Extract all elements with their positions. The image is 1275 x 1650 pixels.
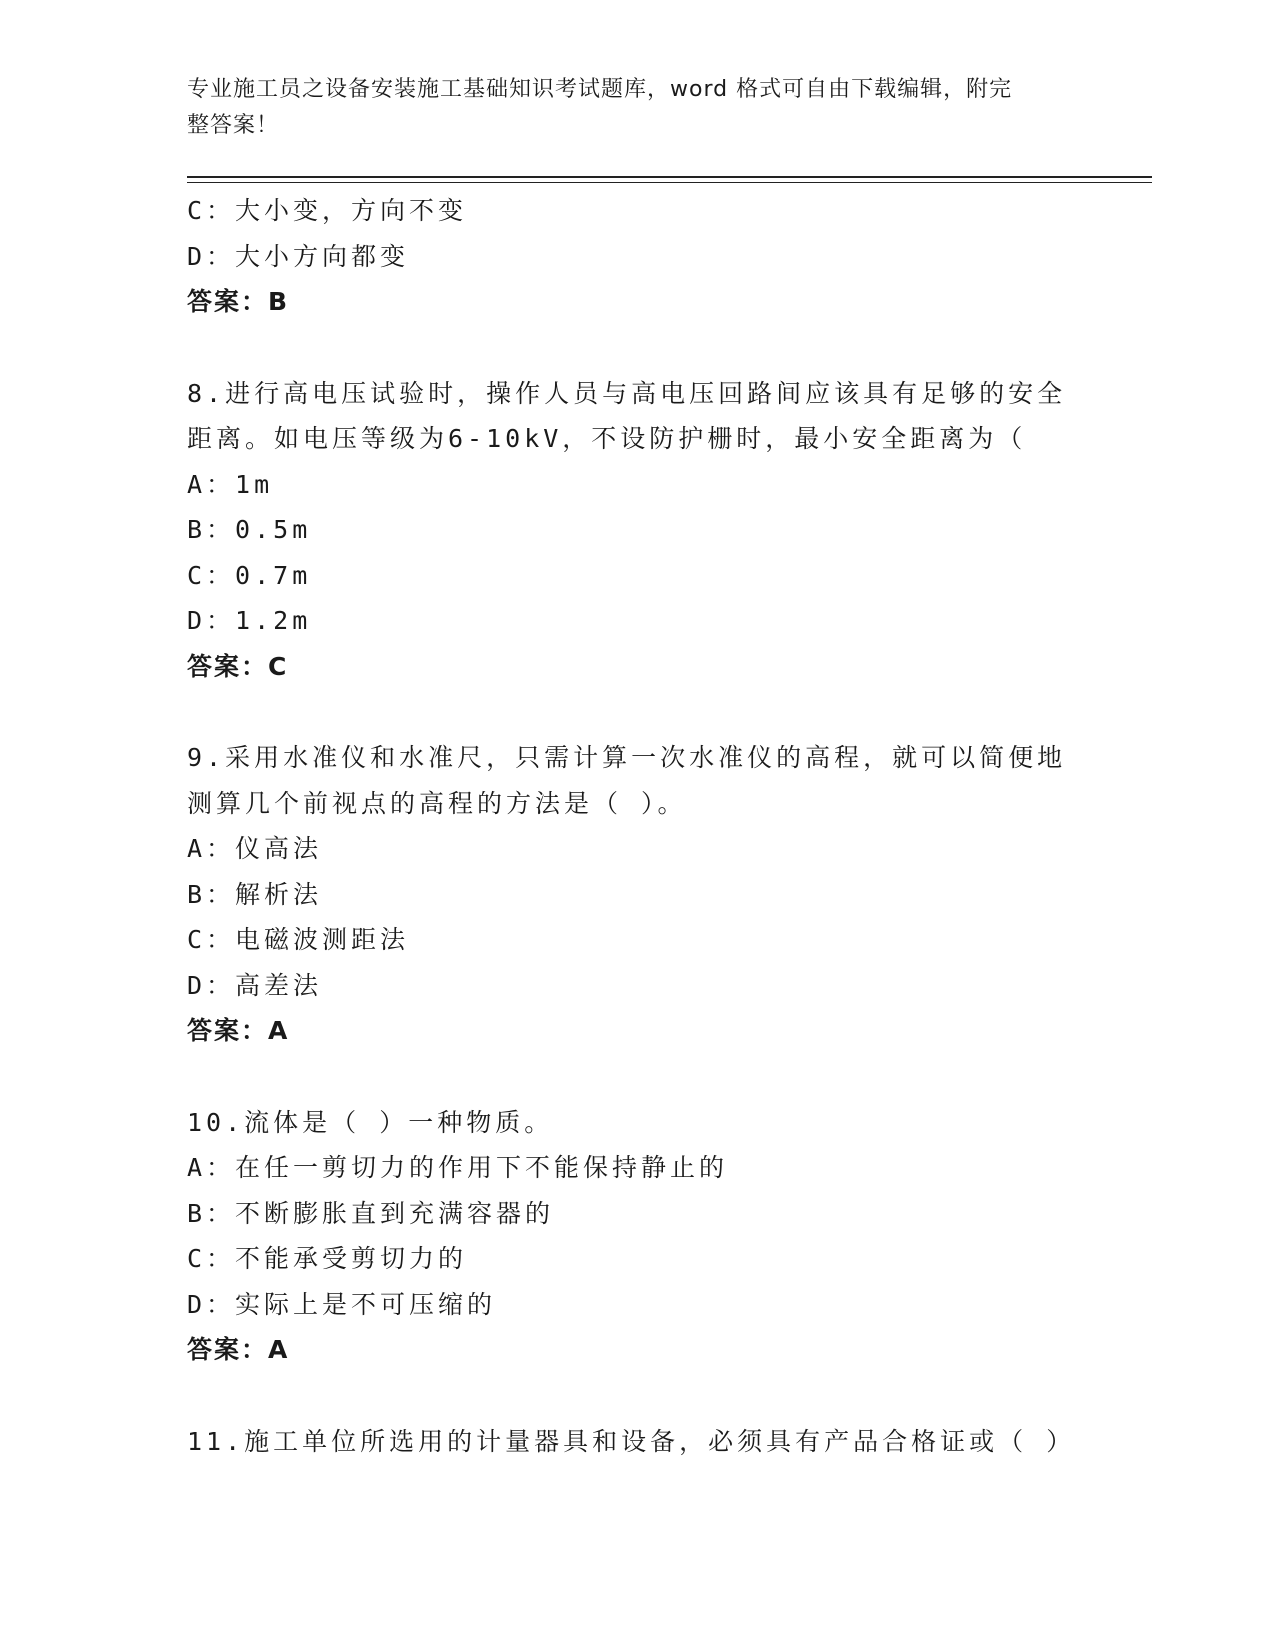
option-b: B：解析法	[187, 879, 323, 909]
option-c: C：不能承受剪切力的	[187, 1244, 468, 1273]
option-b: B：0.5m	[187, 515, 312, 544]
option-a: A：1m	[187, 469, 274, 499]
answer-line: 答案：C	[187, 651, 289, 681]
question-stem: 11.施工单位所选用的计量器具和设备，必须具有产品合格证或（ ）	[187, 1426, 1076, 1456]
question-block-prev	[187, 188, 1087, 325]
option-b: B：不断膨胀直到充满容器的	[187, 1198, 555, 1228]
header-line-2: 整答案！	[187, 113, 280, 138]
header-line-1: 专业施工员之设备安装施工基础知识考试题库，word 格式可自由下载编辑，附完	[187, 77, 1013, 102]
question-block-9	[187, 735, 1087, 1054]
header-divider-thin	[187, 182, 1152, 183]
question-block-8	[187, 371, 1087, 690]
option-d: D：1.2m	[187, 606, 312, 635]
question-stem: 距离。如电压等级为6-10kV，不设防护栅时，最小安全距离为（	[187, 424, 1027, 453]
question-block-10	[187, 1100, 1087, 1373]
option-d: D：高差法	[187, 970, 323, 1000]
option-c: C：0.7m	[187, 560, 312, 590]
header-divider-thick	[187, 176, 1152, 178]
question-stem: 8.进行高电压试验时，操作人员与高电压回路间应该具有足够的安全	[187, 378, 1067, 408]
question-block-11	[187, 1419, 1087, 1465]
question-stem: 测算几个前视点的高程的方法是（ ）。	[187, 788, 687, 818]
option-c: C：电磁波测距法	[187, 925, 410, 954]
option-d: D：大小方向都变	[187, 241, 410, 271]
option-a: A：在任一剪切力的作用下不能保持静止的	[187, 1153, 729, 1182]
answer-line: 答案：A	[187, 1335, 290, 1364]
answer-line: 答案：B	[187, 287, 290, 316]
option-a: A：仪高法	[187, 834, 323, 863]
document-header	[187, 72, 1067, 144]
question-stem: 10.流体是（ ）一种物质。	[187, 1107, 554, 1137]
question-list	[187, 188, 1087, 1464]
answer-line: 答案：A	[187, 1016, 290, 1045]
question-stem: 9.采用水准仪和水准尺，只需计算一次水准仪的高程，就可以简便地	[187, 743, 1067, 772]
option-c: C：大小变，方向不变	[187, 196, 468, 225]
option-d: D：实际上是不可压缩的	[187, 1289, 497, 1319]
